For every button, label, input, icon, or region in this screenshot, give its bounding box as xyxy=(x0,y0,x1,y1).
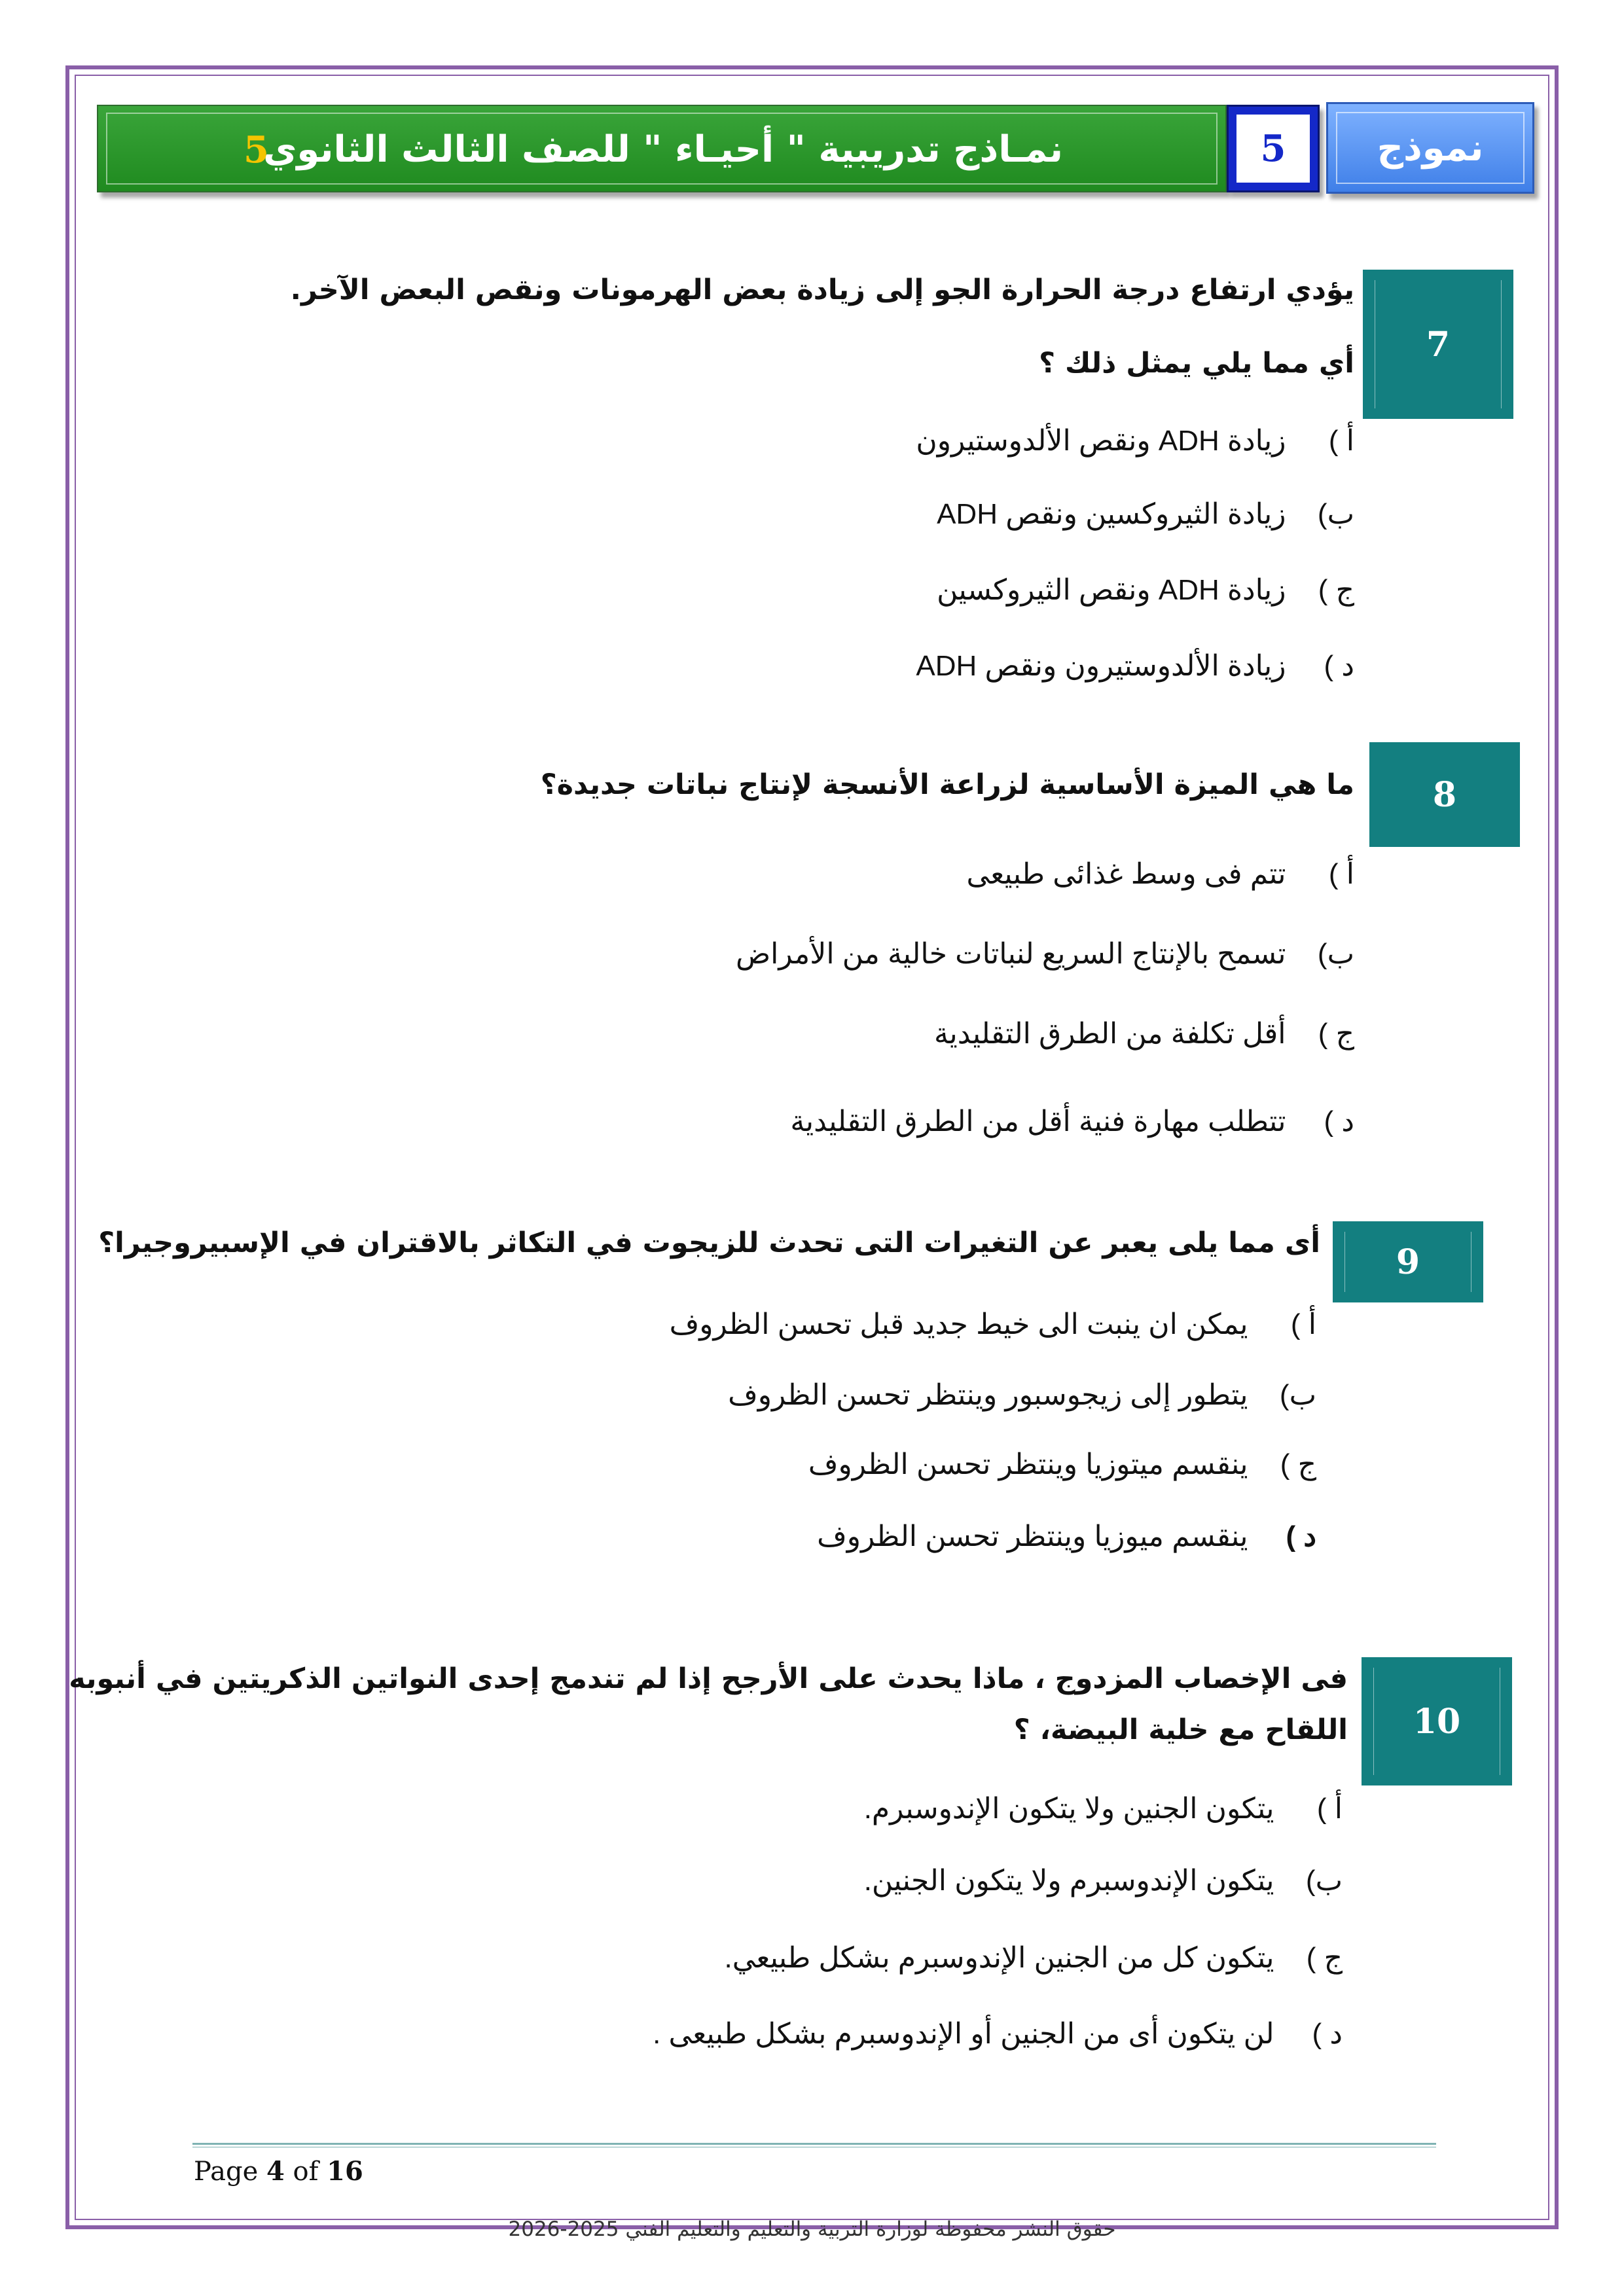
answer-option: ج ) ينقسم ميتوزيا وينتظر تحسن الظروف xyxy=(808,1448,1316,1480)
question-text: فى الإخصاب المزدوج ، ماذا يحدث على الأرجح إذا لم تندمج إحدى النواتين الذكريتين في أنبوبه xyxy=(69,1662,1348,1695)
answer-option: د ) زيادة الألدوستيرون ونقص ADH xyxy=(916,650,1354,682)
answer-option: ب) تسمح بالإنتاج السريع لنباتات خالية من الأمراض xyxy=(735,938,1354,970)
question-text: ما هي الميزة الأساسية لزراعة الأنسجة لإنتاج نباتات جديدة؟ xyxy=(540,768,1354,801)
footer-divider xyxy=(192,2143,1436,2145)
question-text: أي مما يلي يمثل ذلك ؟ xyxy=(1039,347,1354,380)
question-number-box xyxy=(1333,1221,1483,1302)
answer-option: د ) لن يتكون أى من الجنين أو الإندوسبرم بشكل طبيعى . xyxy=(653,2018,1343,2050)
question-number-box xyxy=(1369,742,1520,847)
header-title-number: 5 xyxy=(244,128,269,171)
question-text: يؤدي ارتفاع درجة الحرارة الجو إلى زيادة بعض الهرمونات ونقص البعض الآخر. xyxy=(290,274,1354,306)
question-number: 10 xyxy=(1413,1701,1461,1742)
question-text: اللقاح مع خلية البيضة، ؟ xyxy=(1013,1713,1348,1746)
answer-option: أ ) زيادة ADH ونقص الألدوستيرون xyxy=(916,425,1354,457)
answer-option: د ) تتطلب مهارة فنية أقل من الطرق التقليدية xyxy=(790,1105,1354,1138)
answer-option: ب) زيادة الثيروكسين ونقص ADH xyxy=(937,498,1354,530)
header-model-label-box xyxy=(1326,102,1534,194)
question-number-box xyxy=(1363,270,1513,419)
header-title-banner xyxy=(97,105,1227,192)
header-model-number-box xyxy=(1227,105,1320,192)
answer-option: أ ) يمكن ان ينبت الى خيط جديد قبل تحسن الظروف xyxy=(669,1308,1316,1340)
question-text: أى مما يلى يعبر عن التغيرات التى تحدث للزيجوت في التكاثر بالاقتران في الإسبيروجيرا؟ xyxy=(98,1227,1320,1259)
question-number: 9 xyxy=(1396,1242,1420,1282)
answer-option: أ ) تتم فى وسط غذائى طبيعى xyxy=(966,858,1354,890)
header-model-number: 5 xyxy=(1236,115,1310,183)
header-model-label: نموذج xyxy=(1336,112,1525,184)
copyright-notice: حقوق النشر محفوظة لوزارة التربية والتعليم والتعليم الفني 2025-2026 xyxy=(508,2217,1116,2241)
answer-option: د ) ينقسم ميوزيا وينتظر تحسن الظروف xyxy=(817,1520,1316,1552)
question-number: 7 xyxy=(1426,324,1451,365)
answer-option: ج ) زيادة ADH ونقص الثيروكسين xyxy=(937,574,1354,606)
page-border-inner xyxy=(75,75,1549,2220)
question-number: 8 xyxy=(1432,774,1457,815)
page-number: Page 4 of 16 xyxy=(194,2156,363,2187)
header-title: نمـاذج تدريبية " أحيـاء " للصف الثالث الثانوي xyxy=(263,128,1063,171)
answer-option: ب) يتكون الإندوسبرم ولا يتكون الجنين. xyxy=(863,1865,1343,1897)
question-number-box xyxy=(1362,1657,1512,1785)
answer-option: ب) يتطور إلى زيجوسبور وينتظر تحسن الظروف xyxy=(728,1379,1316,1411)
answer-option: أ ) يتكون الجنين ولا يتكون الإندوسبرم. xyxy=(863,1793,1343,1825)
answer-option: ج ) يتكون كل من الجنين الإندوسبرم بشكل طبيعي. xyxy=(724,1942,1343,1974)
answer-option: ج ) أقل تكلفة من الطرق التقليدية xyxy=(933,1018,1354,1050)
